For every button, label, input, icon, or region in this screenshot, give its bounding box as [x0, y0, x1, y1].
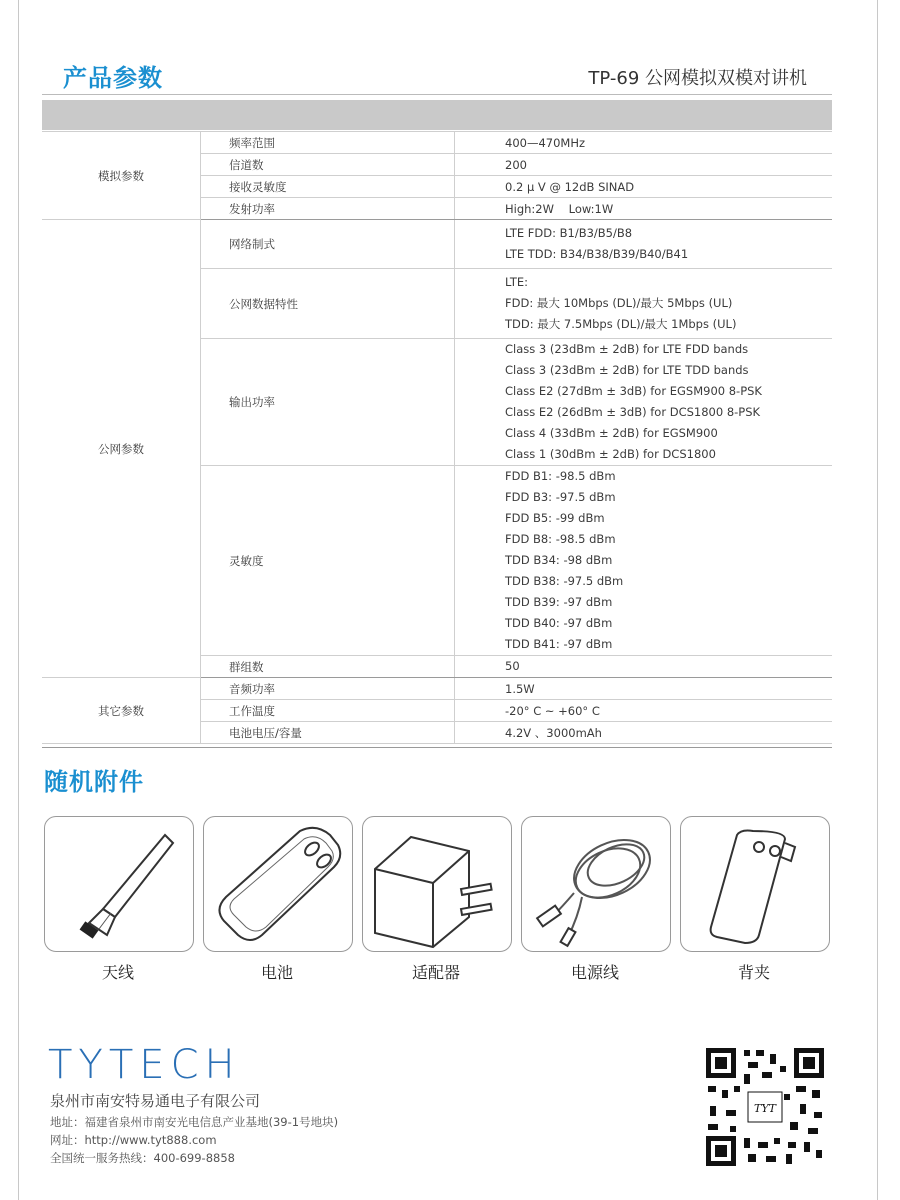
value-line: TDD B39: -97 dBm — [505, 595, 613, 609]
adapter-icon — [363, 817, 511, 951]
value-line: FDD B8: -98.5 dBm — [505, 532, 616, 546]
value-line: TDD B40: -97 dBm — [505, 616, 613, 630]
table-bottom-divider — [42, 747, 832, 748]
table-row — [42, 678, 832, 700]
accessory-card-adapter — [362, 816, 512, 952]
accessory-card-cable — [521, 816, 671, 952]
accessory-label: 背夹 — [737, 963, 770, 982]
value-line: TDD B41: -97 dBm — [505, 637, 613, 651]
param-name: 灵敏度 — [201, 466, 455, 656]
value-line: Class E2 (26dBm ± 3dB) for DCS1800 8-PSK — [505, 405, 761, 419]
accessory-label: 电源线 — [570, 963, 619, 982]
value-line: Class 4 (33dBm ± 2dB) for EGSM900 — [505, 426, 718, 440]
value-line: FDD B3: -97.5 dBm — [505, 490, 616, 504]
param-value: 0.2 μ V @ 12dB SINAD — [455, 176, 833, 198]
category-network: 公网参数 — [42, 220, 201, 678]
logo-text: TYTECH — [48, 1042, 241, 1086]
param-name: 电池电压/容量 — [201, 722, 455, 744]
param-value — [455, 339, 833, 466]
accessory-label: 适配器 — [411, 963, 460, 982]
accessory-label: 天线 — [101, 963, 134, 982]
qr-code[interactable] — [704, 1046, 826, 1168]
param-name: 发射功率 — [201, 198, 455, 220]
param-value: 400—470MHz — [455, 132, 833, 154]
qr-caption: TYT — [754, 1102, 776, 1115]
page-title: 产品参数 — [63, 64, 163, 92]
param-value — [455, 656, 833, 678]
category-analog: 模拟参数 — [42, 132, 201, 220]
model-name: TP-69 公网模拟双模对讲机 — [588, 68, 807, 89]
param-value: 200 — [455, 154, 833, 176]
accessory-label: 电池 — [260, 963, 293, 982]
value-line: LTE: — [505, 275, 528, 289]
accessory-card-battery — [203, 816, 353, 952]
param-name: 公网数据特性 — [201, 269, 455, 339]
header-divider — [42, 94, 832, 95]
param-value: -20° C ~ +60° C — [455, 700, 833, 722]
accessories-title: 随机附件 — [44, 768, 144, 796]
table-header-band — [42, 100, 832, 130]
value-line: Class 1 (30dBm ± 2dB) for DCS1800 — [505, 447, 716, 461]
param-name: 频率范围 — [201, 132, 455, 154]
service-hotline: 全国统一服务热线：400-699-8858 — [50, 1151, 235, 1165]
usb-cable-icon — [522, 817, 670, 951]
table-row — [42, 220, 832, 269]
value-line: TDD B38: -97.5 dBm — [505, 574, 624, 588]
accessory-card-antenna — [44, 816, 194, 952]
accessory-card-clip — [680, 816, 830, 952]
value-line: FDD B5: -99 dBm — [505, 511, 605, 525]
company-website[interactable]: 网址：http://www.tyt888.com — [50, 1133, 217, 1147]
value-line: Class 3 (23dBm ± 2dB) for LTE TDD bands — [505, 363, 749, 377]
value-line: FDD B1: -98.5 dBm — [505, 469, 616, 483]
company-address: 地址：福建省泉州市南安光电信息产业基地(39-1号地块) — [50, 1115, 339, 1129]
tytech-logo — [48, 1042, 278, 1086]
value-line: TDD: 最大 7.5Mbps (DL)/最大 1Mbps (UL) — [505, 317, 737, 331]
value-line: 50 — [505, 659, 520, 673]
param-name: 群组数 — [201, 656, 455, 678]
value-line: LTE TDD: B34/B38/B39/B40/B41 — [505, 247, 689, 261]
company-name: 泉州市南安特易通电子有限公司 — [50, 1092, 261, 1110]
value-line: Class 3 (23dBm ± 2dB) for LTE FDD bands — [505, 342, 749, 356]
value-line: TDD B34: -98 dBm — [505, 553, 613, 567]
battery-icon — [204, 817, 352, 951]
value-line: FDD: 最大 10Mbps (DL)/最大 5Mbps (UL) — [505, 296, 733, 310]
param-value — [455, 269, 833, 339]
value-line: LTE FDD: B1/B3/B5/B8 — [505, 226, 633, 240]
param-name: 音频功率 — [201, 678, 455, 700]
param-name: 输出功率 — [201, 339, 455, 466]
table-row — [42, 132, 832, 154]
param-value — [455, 466, 833, 656]
param-name: 网络制式 — [201, 220, 455, 269]
belt-clip-icon — [681, 817, 829, 951]
value-line: Class E2 (27dBm ± 3dB) for EGSM900 8-PSK — [505, 384, 762, 398]
param-value — [455, 220, 833, 269]
category-other: 其它参数 — [42, 678, 201, 744]
param-name: 信道数 — [201, 154, 455, 176]
antenna-icon — [45, 817, 193, 951]
param-value: 1.5W — [455, 678, 833, 700]
param-value: High:2W Low:1W — [455, 198, 833, 220]
param-value: 4.2V 、3000mAh — [455, 722, 833, 744]
param-name: 工作温度 — [201, 700, 455, 722]
spec-table — [42, 131, 832, 744]
param-name: 接收灵敏度 — [201, 176, 455, 198]
